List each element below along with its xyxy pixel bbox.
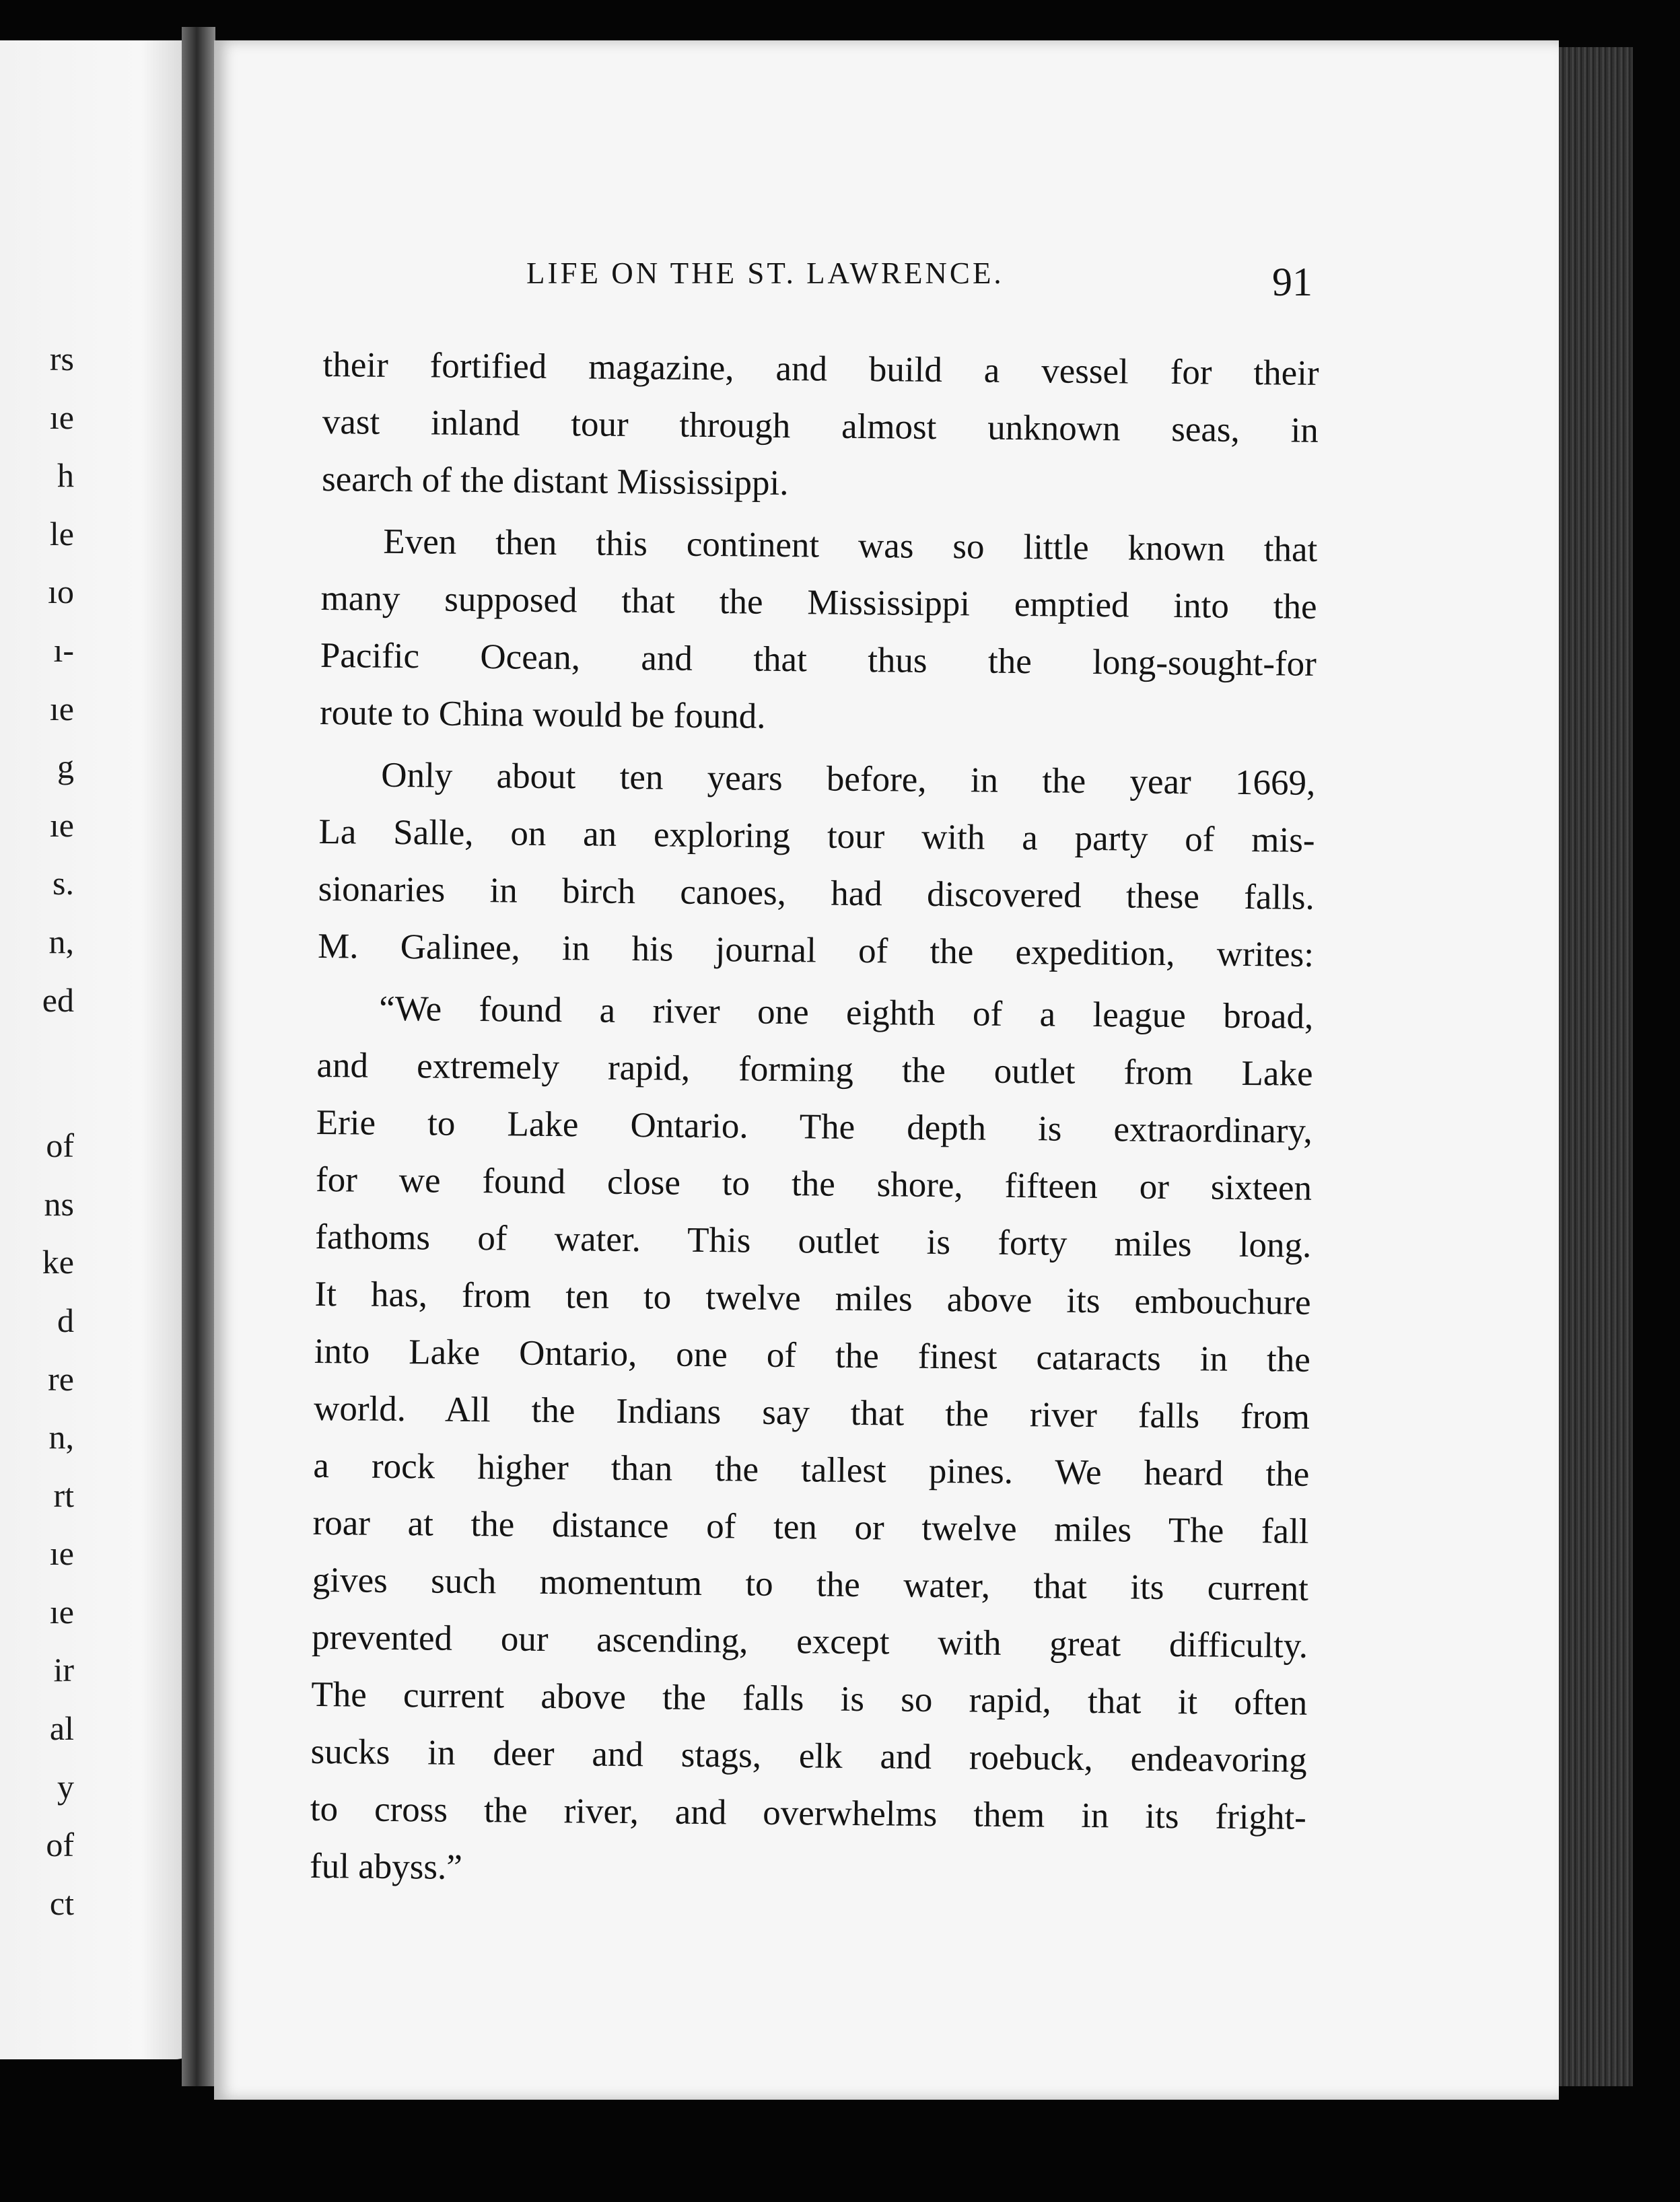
text-line: Only about ten years before, in the year 1669,	[381, 755, 1316, 803]
text-line: into Lake Ontario, one of the finest cataracts in the	[314, 1331, 1311, 1380]
previous-page-fragment: ke	[42, 1243, 74, 1281]
previous-page-fragment	[0, 1029, 74, 1116]
previous-page-fragment: n,	[48, 922, 74, 960]
text-line: world. All the Indians say that the river falls from	[313, 1388, 1310, 1437]
text-line: for we found close to the shore, fifteen or sixteen	[315, 1160, 1312, 1208]
text-line: vast inland tour through almost unknown seas, in	[322, 402, 1319, 450]
book-gutter	[182, 27, 215, 2086]
text-line: and extremely rapid, forming the outlet from Lake	[316, 1045, 1313, 1094]
text-line: Erie to Lake Ontario. The depth is extraordinary,	[316, 1102, 1313, 1151]
previous-page-fragment: ns	[44, 1184, 74, 1223]
text-line: route to China would be found.	[319, 692, 766, 736]
page-block-edges	[1559, 47, 1633, 2086]
text-line: a rock higher than the tallest pines. We heard the	[313, 1446, 1310, 1494]
text-line: search of the distant Mississippi.	[321, 459, 789, 503]
text-line: prevented our ascending, except with great difficulty.	[311, 1617, 1308, 1666]
previous-page-fragment: h	[57, 456, 74, 495]
previous-page-fragment: al	[49, 1709, 74, 1748]
paragraph	[320, 513, 1318, 750]
text-line: The current above the falls is so rapid, that it often	[311, 1674, 1308, 1723]
paragraph	[318, 746, 1316, 984]
previous-page-fragment: n,	[48, 1418, 74, 1456]
running-head: LIFE ON THE ST. LAWRENCE.	[526, 256, 1004, 290]
text-line: sucks in deer and stags, elk and roebuck, endeavoring	[310, 1732, 1307, 1780]
previous-page-fragment: re	[48, 1359, 74, 1398]
text-line: to cross the river, and overwhelms them in its fright-	[310, 1789, 1307, 1837]
previous-page-text-fragments	[0, 330, 74, 1932]
previous-page-fragment: ir	[53, 1651, 74, 1689]
previous-page-fragment: ıe	[49, 398, 74, 436]
text-line: their fortified magazine, and build a vessel for their	[322, 345, 1319, 393]
text-line: Pacific Ocean, and that thus the long-sought-for	[320, 635, 1317, 684]
previous-page-fragment: ıo	[48, 573, 74, 611]
body-text	[310, 336, 1319, 1909]
previous-page-fragment: le	[49, 514, 74, 553]
previous-page-fragment: g	[57, 748, 74, 786]
text-line: “We found a river one eighth of a league broad,	[379, 989, 1314, 1036]
previous-page-fragment: of	[46, 1127, 74, 1165]
text-line: sionaries in birch canoes, had discovered these falls.	[318, 869, 1315, 917]
text-line: many supposed that the Mississippi emptied into the	[320, 578, 1317, 627]
previous-page-fragment: ıe	[49, 806, 74, 844]
previous-page-fragment: ı-	[53, 631, 74, 669]
text-line: gives such momentum to the water, that its current	[312, 1560, 1309, 1608]
previous-page-fragment: ıe	[49, 1592, 74, 1631]
previous-page-fragment: rt	[53, 1476, 74, 1514]
previous-page-fragment: rs	[49, 340, 74, 378]
previous-page-fragment: y	[57, 1767, 74, 1806]
previous-page-fragment: d	[57, 1301, 74, 1339]
previous-page-fragment: ed	[42, 981, 74, 1019]
previous-page-fragment: ct	[49, 1884, 74, 1922]
previous-page-fragment: ıe	[49, 689, 74, 727]
text-line: fathoms of water. This outlet is forty miles long.	[315, 1217, 1312, 1265]
previous-page-fragment: ıe	[49, 1534, 74, 1573]
text-line: roar at the distance of ten or twelve miles The fall	[312, 1503, 1309, 1551]
page-number: 91	[1272, 260, 1312, 304]
text-line: It has, from ten to twelve miles above its embouchure	[314, 1274, 1311, 1322]
text-line: ful abyss.”	[309, 1846, 463, 1887]
paragraph	[322, 336, 1319, 517]
previous-page-fragment: of	[46, 1826, 74, 1864]
text-line: Even then this continent was so little known that	[383, 522, 1318, 569]
previous-page-fragment: s.	[53, 864, 74, 902]
text-line: La Salle, on an exploring tour with a party of mis-	[318, 812, 1315, 860]
text-line: M. Galinee, in his journal of the expedition, writes:	[317, 926, 1315, 974]
paragraph	[310, 980, 1314, 1904]
